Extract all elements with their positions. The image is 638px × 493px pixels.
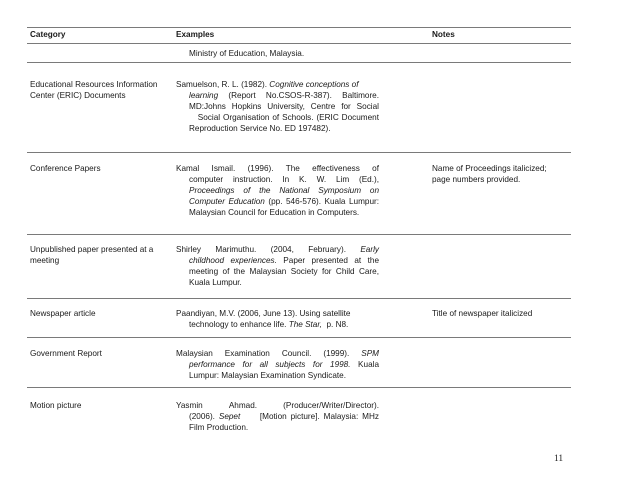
row-rule — [27, 298, 571, 299]
category-cell: Unpublished paper presented at a meeting — [30, 245, 154, 265]
examples-cell — [176, 48, 379, 59]
example-first-line: Malaysian Examination Council. (1999). SPM — [176, 349, 379, 358]
example-first-line: Samuelson, R. L. (1982). Cognitive conceptions of — [176, 80, 359, 89]
row-rule — [27, 387, 571, 388]
example-text: learning (Report No.CSOS-R-387). Baltimore. MD:Johns Hopkins University, Centre for Social Social Organisation of Schools. (ERIC Document Reproduction Service No. ED 197482). — [189, 91, 379, 133]
examples-cell — [176, 244, 379, 288]
examples-cell — [176, 308, 379, 330]
category-cell: Educational Resources Information Center (ERIC) Documents — [30, 80, 158, 100]
row-rule — [27, 152, 571, 153]
header-notes: Notes — [432, 30, 455, 39]
example-text: computer instruction. In K. W. Lim (Ed.), Proceedings of the National Symposium on Computer Education (pp. 546-576). Kuala Lumpur: Malaysian Council for Education in Computers. — [189, 175, 380, 217]
examples-cell — [176, 163, 379, 218]
page-number: 11 — [554, 454, 564, 464]
notes-cell: Title of newspaper italicized — [432, 309, 533, 318]
row-rule — [27, 62, 571, 63]
example-text: performance for all subjects for 1998. Kuala Lumpur: Malaysian Examination Syndicate. — [189, 360, 379, 380]
examples-cell — [176, 400, 379, 433]
example-first-line: Paandiyan, M.V. (2006, June 13). Using satellite — [176, 309, 351, 318]
category-cell: Conference Papers — [30, 164, 101, 173]
example-first-line: Yasmin Ahmad. (Producer/Writer/Director). — [176, 401, 379, 410]
row-rule — [27, 337, 571, 338]
category-cell: Government Report — [30, 349, 102, 358]
category-cell: Motion picture — [30, 401, 82, 410]
example-first-line: Shirley Marimuthu. (2004, February). Early — [176, 245, 379, 254]
example-text: childhood experiences. Paper presented at the meeting of the Malaysian Society for Child Care, Kuala Lumpur. — [189, 256, 380, 287]
row-rule — [27, 234, 571, 235]
examples-cell — [176, 79, 379, 134]
example-text: Ministry of Education, Malaysia. — [189, 49, 305, 58]
notes-cell: Name of Proceedings italicized; page numbers provided. — [432, 164, 547, 184]
header-examples: Examples — [176, 30, 215, 39]
example-text: technology to enhance life. The Star, p. N8. — [189, 320, 349, 329]
examples-cell — [176, 348, 379, 381]
table-top-rule — [27, 27, 571, 28]
example-first-line: Kamal Ismail. (1996). The effectiveness of — [176, 164, 379, 173]
header-category: Category — [30, 30, 66, 39]
example-text: (2006). Sepet [Motion picture]. Malaysia: MHz Film Production. — [189, 412, 379, 432]
header-rule — [27, 43, 571, 44]
category-cell: Newspaper article — [30, 309, 96, 318]
